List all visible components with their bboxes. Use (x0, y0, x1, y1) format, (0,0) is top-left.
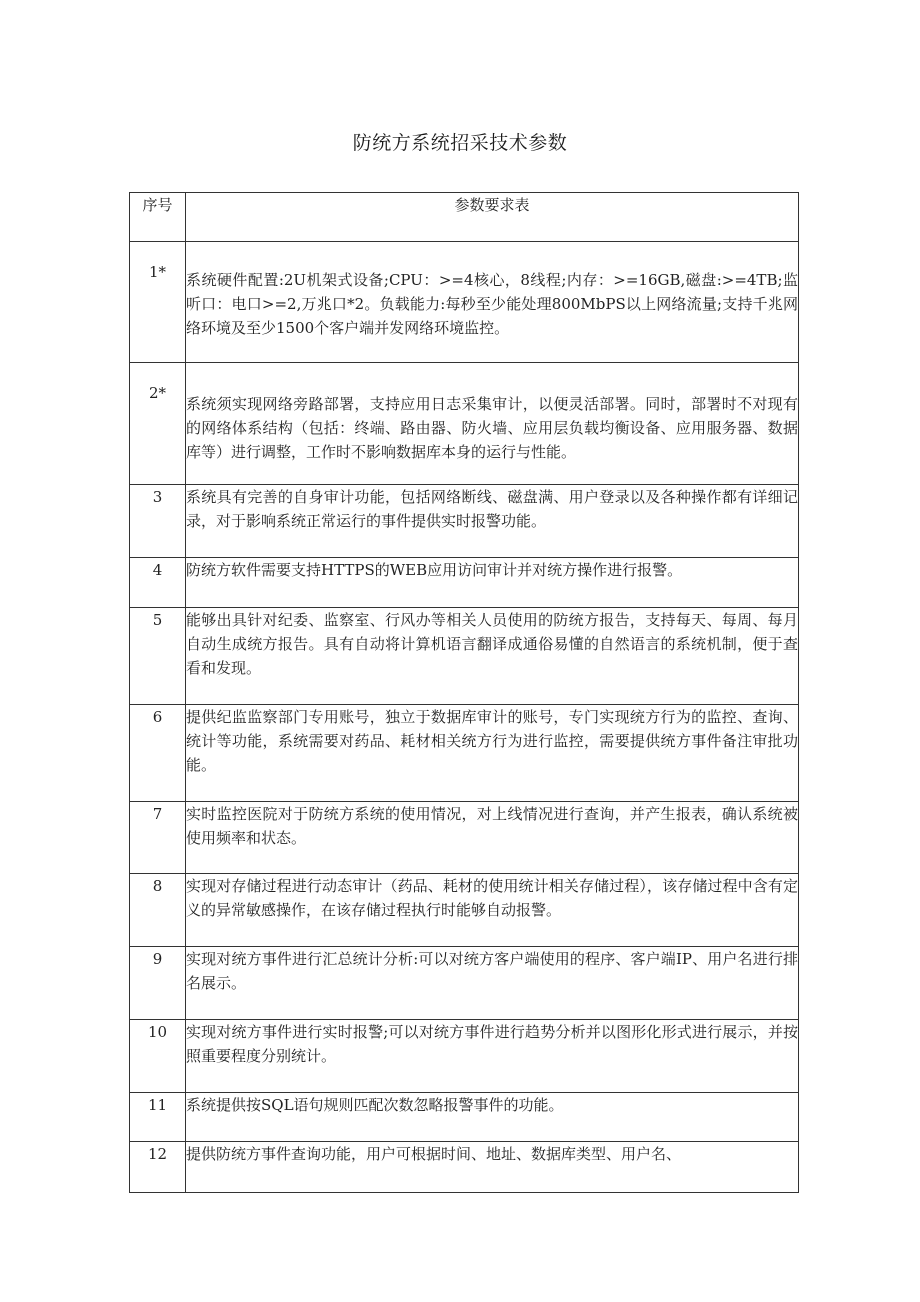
table-row (130, 363, 799, 485)
row-spec-text: 提供防统方事件查询功能，用户可根据时间、地址、数据库类型、用户名、 (186, 1142, 799, 1193)
table-row (130, 1142, 799, 1193)
row-number: 1* (130, 242, 186, 363)
row-spec-text: 实现对统方事件进行汇总统计分析:可以对统方客户端使用的程序、客户端IP、用户名进行排名展示。 (186, 947, 799, 1020)
row-number: 9 (130, 947, 186, 1020)
row-spec-text: 提供纪监监察部门专用账号，独立于数据库审计的账号，专门实现统方行为的监控、查询、统计等功能，系统需要对药品、耗材相关统方行为进行监控，需要提供统方事件备注审批功能。 (186, 705, 799, 802)
row-spec-text: 实时监控医院对于防统方系统的使用情况，对上线情况进行查询，并产生报表，确认系统被使用频率和状态。 (186, 802, 799, 874)
header-no: 序号 (130, 193, 186, 242)
row-number: 7 (130, 802, 186, 874)
row-number: 11 (130, 1093, 186, 1142)
table-row (130, 705, 799, 802)
row-spec-text: 实现对存储过程进行动态审计（药品、耗材的使用统计相关存储过程），该存储过程中含有定义的异常敏感操作，在该存储过程执行时能够自动报警。 (186, 874, 799, 947)
row-spec-text: 系统具有完善的自身审计功能，包括网络断线、磁盘满、用户登录以及各种操作都有详细记录，对于影响系统正常运行的事件提供实时报警功能。 (186, 485, 799, 558)
row-spec-text: 系统硬件配置:2U机架式设备;CPU：>=4核心，8线程;内存：>=16GB,磁盘:>=4TB;监听口：电口>=2,万兆口*2。负载能力:每秒至少能处理800MbPS以上网络流量;支持千兆网络环境及至少1500个客户端并发网络环境监控。 (186, 242, 799, 363)
row-number: 12 (130, 1142, 186, 1193)
table-row (130, 608, 799, 705)
table-row (130, 947, 799, 1020)
table-row (130, 485, 799, 558)
spec-table (129, 192, 799, 1193)
row-number: 10 (130, 1020, 186, 1093)
row-number: 3 (130, 485, 186, 558)
row-number: 8 (130, 874, 186, 947)
table-row (130, 558, 799, 608)
row-spec-text: 系统提供按SQL语句规则匹配次数忽略报警事件的功能。 (186, 1093, 799, 1142)
row-number: 4 (130, 558, 186, 608)
row-spec-text: 实现对统方事件进行实时报警;可以对统方事件进行趋势分析并以图形化形式进行展示，并按照重要程度分别统计。 (186, 1020, 799, 1093)
table-row (130, 1020, 799, 1093)
table-row (130, 802, 799, 874)
row-number: 5 (130, 608, 186, 705)
table-row (130, 242, 799, 363)
row-spec-text: 防统方软件需要支持HTTPS的WEB应用访问审计并对统方操作进行报警。 (186, 558, 799, 608)
table-row (130, 874, 799, 947)
table-header-row (130, 193, 799, 242)
row-number: 6 (130, 705, 186, 802)
header-spec: 参数要求表 (186, 193, 799, 242)
document-title: 防统方系统招采技术参数 (352, 132, 568, 154)
table-row (130, 1093, 799, 1142)
row-number: 2* (130, 363, 186, 485)
row-spec-text: 能够出具针对纪委、监察室、行风办等相关人员使用的防统方报告，支持每天、每周、每月自动生成统方报告。具有自动将计算机语言翻译成通俗易懂的自然语言的系统机制，便于查看和发现。 (186, 608, 799, 705)
row-spec-text: 系统须实现网络旁路部署，支持应用日志采集审计，以便灵活部署。同时，部署时不对现有的网络体系结构（包括：终端、路由器、防火墙、应用层负载均衡设备、应用服务器、数据库等）进行调整，工作时不影响数据库本身的运行与性能。 (186, 363, 799, 485)
